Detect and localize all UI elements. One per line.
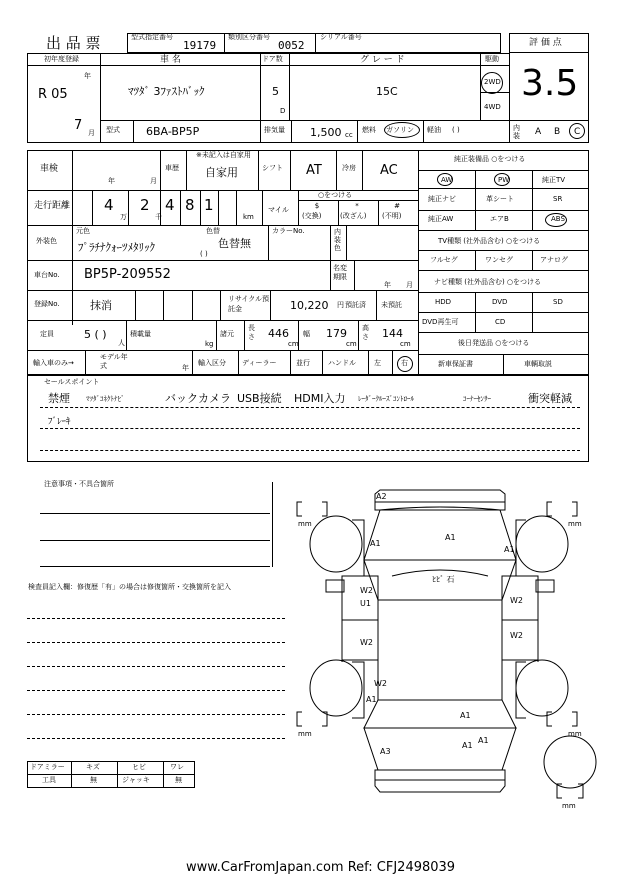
fuel-selected-circle — [384, 122, 420, 138]
usage-note: ※未記入は自家用 — [196, 151, 251, 159]
usage-label: 車歴 — [165, 164, 179, 172]
interior-color-label: 内装色 — [334, 228, 341, 252]
length-label: 長さ — [248, 324, 255, 341]
tire-bracket — [297, 712, 327, 726]
dimensions-label: 諸元 — [220, 330, 234, 338]
class-label: 類別区分番号 — [228, 33, 270, 41]
first-reg-month-unit: 月 — [88, 129, 95, 137]
original-color-label: 元色 — [76, 227, 90, 235]
sales-point: バックカメラ — [165, 392, 231, 405]
handle-left: 左 — [374, 359, 381, 367]
name-change-month-unit: 月 — [406, 281, 413, 289]
model-value: 6BA-BP5P — [146, 125, 200, 138]
name-change-year-unit: 年 — [384, 281, 391, 289]
tools-cell: 無 — [175, 776, 182, 784]
left-front-door — [342, 576, 378, 620]
rear-left-wheel — [310, 660, 362, 716]
chassis-label: 車台No. — [34, 271, 60, 279]
recycle-label: リサイクル預託金 — [228, 295, 270, 313]
damage-label: A1 — [370, 539, 381, 548]
mileage-digit: 4 — [165, 196, 175, 214]
damage-label: W2 — [510, 596, 523, 605]
color-number-label: カラーNo. — [272, 227, 305, 235]
hood — [364, 507, 516, 560]
damage-label: W2 — [360, 586, 373, 595]
mile-option-sym: # — [394, 202, 400, 210]
sales-point: ｺｰﾅｰｾﾝｻｰ — [463, 395, 491, 403]
mileage-digit: 2 — [140, 196, 150, 214]
navi-hdd: HDD — [435, 298, 452, 306]
damage-label: A1 — [366, 695, 377, 704]
score-value: 3.5 — [521, 63, 579, 104]
drive-selected-circle — [481, 72, 503, 94]
equip-abs: ABS — [551, 215, 565, 223]
recycle-value: 10,220 — [290, 299, 329, 312]
tire-unit: mm — [562, 802, 576, 810]
light-oil-paren: ( ) — [452, 126, 460, 134]
height-label: 高さ — [362, 324, 369, 341]
load-unit: kg — [205, 340, 214, 348]
front-right-wheel — [516, 516, 568, 572]
rear-bumper — [375, 770, 505, 792]
class-value: 0052 — [278, 39, 305, 52]
equip-pw: PW — [498, 176, 510, 184]
vehicle-name-value: ﾏﾂﾀﾞ 3ﾌｧｽﾄﾊﾞｯｸ — [128, 85, 205, 98]
damage-label: A1 — [478, 736, 489, 745]
grade-label: グ レ ー ド — [360, 55, 405, 65]
sales-point: 衝突軽減 — [528, 392, 572, 405]
tire-bracket — [547, 502, 577, 516]
displacement-unit: cc — [345, 131, 353, 139]
mileage-digit: 8 — [185, 196, 195, 214]
capacity-unit: 人 — [118, 339, 125, 347]
name-change-label: 名変期限 — [333, 264, 347, 281]
shift-label: シフト — [262, 164, 283, 172]
equip-aw: AW — [441, 176, 453, 184]
tv-fullseg: フルセグ — [430, 256, 458, 264]
fuel-label: 燃料 — [362, 126, 376, 134]
sales-point: ﾚｰﾀﾞｰｸﾙｰｽﾞｺﾝﾄﾛｰﾙ — [358, 395, 414, 403]
sales-point: ﾏﾂﾀﾞｺﾈｸﾄﾅﾋﾞ — [86, 395, 125, 403]
rear-window — [364, 700, 516, 728]
damage-label: W2 — [374, 679, 387, 688]
import-option-parallel: 並行 — [296, 359, 310, 367]
doors-label: ドア数 — [262, 55, 283, 63]
equip-sr: SR — [553, 195, 563, 203]
footer-ref: www.CarFromJapan.com Ref: CFJ2498039 — [186, 860, 456, 875]
grade-value: 15C — [376, 85, 398, 98]
sales-points-label: セールスポイント — [44, 378, 100, 386]
chassis-value: BP5P-209552 — [84, 267, 171, 282]
first-reg-year-unit: 年 — [84, 72, 91, 80]
equip-pw-circle — [494, 173, 510, 186]
recycle-status: 預託済 — [345, 301, 366, 309]
type-cert-value: 19179 — [183, 39, 217, 52]
mile-note: ○をつける — [318, 191, 353, 199]
first-reg-month: 7 — [74, 118, 83, 133]
shift-value: AT — [306, 163, 322, 178]
later-warranty: 新車保証書 — [438, 360, 473, 368]
import-label: 輸入車のみ→ — [33, 359, 74, 367]
mile-option-text: (不明) — [382, 212, 402, 220]
color-paren: ( ) — [200, 250, 208, 258]
drive-selected: 2WD — [484, 78, 501, 86]
equip-abs-circle — [545, 213, 567, 227]
equip-oem-tv: 純正TV — [542, 176, 566, 184]
damage-label: A1 — [462, 741, 473, 750]
damage-label: A1 — [460, 711, 471, 720]
navi-dvd: DVD — [492, 298, 508, 306]
color-no-label: 色替 — [206, 227, 220, 235]
damage-label: W2 — [360, 638, 373, 647]
inspection-month-unit: 月 — [150, 177, 157, 185]
score-label: 評 価 点 — [529, 38, 562, 48]
recycle-unpaid: 未預託 — [381, 301, 402, 309]
doors-value: 5 — [272, 85, 279, 98]
interior-selected-circle — [569, 123, 585, 139]
mileage-digit: 1 — [204, 196, 214, 214]
front-left-wheel — [310, 516, 362, 572]
inspection-label: 車検 — [40, 164, 59, 174]
drive-label: 駆動 — [485, 55, 499, 63]
vehicle-name-label: 車 名 — [160, 55, 181, 65]
equip-airbag: エアB — [490, 215, 509, 223]
handle-label: ハンドル — [328, 359, 356, 367]
registration-value: 抹消 — [90, 299, 112, 312]
tv-header: TV種類 (社外品含む) ○をつける — [438, 237, 541, 245]
tools-cell: 工具 — [42, 776, 56, 784]
later-manual: 車輌取説 — [524, 360, 552, 368]
sales-points-box — [27, 375, 589, 462]
tv-analog: アナログ — [540, 256, 568, 264]
serial-label: シリアル番号 — [320, 33, 362, 41]
interior-grade-b: B — [554, 127, 561, 137]
spare-tire — [544, 736, 596, 788]
tools-cell: 無 — [90, 776, 97, 784]
cooler-label: 冷房 — [342, 164, 356, 172]
mileage-unit-man: 万 — [120, 213, 127, 221]
mile-option-sym: $ — [314, 202, 320, 210]
cooler-value: AC — [380, 163, 398, 178]
tools-header: ドアミラー — [30, 763, 65, 771]
equip-oem-navi: 純正ナビ — [428, 195, 456, 203]
height-unit: cm — [400, 340, 411, 348]
import-type-label: 輸入区分 — [198, 359, 226, 367]
color-change-value: 色替無 — [218, 237, 251, 250]
tire-bracket — [297, 502, 327, 516]
interior-grade-c: C — [574, 127, 581, 137]
capacity-value: 5 ( ) — [84, 328, 107, 341]
roof — [378, 600, 502, 700]
inspection-year-unit: 年 — [108, 177, 115, 185]
tools-cell: ジャッキ — [122, 776, 150, 784]
front-right-fender — [516, 520, 526, 576]
mile-label: マイル — [268, 206, 289, 214]
width-unit: cm — [346, 340, 357, 348]
tire-unit: mm — [298, 520, 312, 528]
model-year-unit: 年 — [182, 364, 189, 372]
right-mirror — [536, 580, 554, 592]
navi-sd: SD — [553, 298, 563, 306]
capacity-label: 定員 — [40, 330, 54, 338]
tv-oneseg: ワンセグ — [485, 256, 513, 264]
exterior-color-label: 外装色 — [36, 237, 57, 245]
tools-header: ワレ — [170, 763, 184, 771]
tire-unit: mm — [568, 520, 582, 528]
sales-point: 禁煙 — [48, 392, 70, 405]
model-year-label: モデル年式 — [100, 353, 128, 370]
mileage-unit-km: km — [243, 213, 254, 221]
recycle-unit: 円 — [337, 301, 344, 309]
navi-dvd-playable: DVD再生可 — [422, 318, 459, 326]
length-unit: cm — [288, 340, 299, 348]
equip-aw-circle — [437, 173, 453, 186]
mile-option-sym: * — [355, 202, 359, 210]
height-value: 144 — [382, 327, 403, 340]
mile-option-text: (交換) — [302, 212, 322, 220]
first-reg-label: 初年度登録 — [44, 55, 79, 63]
width-label: 幅 — [303, 330, 310, 338]
sales-point: ﾌﾞﾚｰｷ — [48, 417, 71, 427]
displacement-value: 1,500 — [310, 126, 342, 139]
sales-point: HDMI入力 — [294, 392, 346, 405]
tools-header: キズ — [86, 763, 100, 771]
later-header: 後日発送品 ○をつける — [458, 339, 530, 347]
inspector-label: 検査員記入欄：修復歴「有」の場合は修復箇所・交換箇所を記入 — [28, 583, 231, 591]
caution-label: 注意事項・不具合箇所 — [44, 480, 114, 488]
sales-point: USB接続 — [237, 392, 282, 405]
fuel-value: ガソリン — [386, 126, 414, 134]
length-value: 446 — [268, 327, 289, 340]
import-option-dealer: ディーラー — [242, 359, 277, 367]
tire-unit: mm — [298, 730, 312, 738]
navi-cd: CD — [495, 318, 506, 326]
width-value: 179 — [326, 327, 347, 340]
damage-label: U1 — [360, 599, 371, 608]
tire-unit: mm — [568, 730, 582, 738]
model-label: 型式 — [106, 126, 120, 134]
mileage-digit: 4 — [104, 196, 114, 214]
interior-grade-a: A — [535, 127, 542, 137]
damage-label: A3 — [380, 747, 391, 756]
right-rear-door — [502, 620, 538, 660]
interior-label: 内装 — [513, 124, 520, 140]
light-oil-label: 軽油 — [427, 126, 441, 134]
car-damage-diagram — [280, 480, 600, 815]
mileage-label: 走行距離 — [34, 201, 71, 211]
equip-oem-aw: 純正AW — [428, 215, 454, 223]
form-title: 出 品 票 — [46, 34, 101, 52]
displacement-label: 排気量 — [264, 126, 285, 134]
drive-other: 4WD — [484, 103, 501, 111]
left-mirror — [326, 580, 344, 592]
type-cert-label: 型式指定番号 — [131, 33, 173, 41]
usage-value: 自家用 — [205, 166, 238, 179]
damage-labels — [360, 492, 523, 756]
handle-right: 右 — [401, 359, 408, 367]
rear-right-wheel — [516, 660, 568, 716]
tools-header: ヒビ — [132, 763, 146, 771]
handle-selected-circle — [397, 356, 413, 372]
navi-header: ナビ種類 (社外品含む) ○をつける — [434, 278, 542, 286]
rear-right-fender — [516, 662, 526, 718]
oem-header: 純正装備品 ○をつける — [454, 155, 526, 163]
load-label: 積載量 — [130, 330, 151, 338]
equip-leather: 革シート — [486, 195, 514, 203]
mileage-unit-sen: 千 — [155, 213, 162, 221]
doors-suffix: D — [280, 107, 286, 115]
damage-label: A1 — [504, 545, 515, 554]
registration-label: 登録No. — [34, 300, 60, 308]
exterior-color-value: ﾌﾟﾗﾁﾅｸｫｰﾂﾒﾀﾘｯｸ — [78, 241, 155, 254]
damage-label: A2 — [376, 492, 387, 501]
mile-option-text: (改ざん) — [340, 212, 367, 220]
first-reg-era: R 05 — [38, 87, 68, 102]
damage-label: A1 — [445, 533, 456, 542]
damage-label: W2 — [510, 631, 523, 640]
damage-label: ﾋﾋﾞ 石 — [432, 575, 455, 584]
